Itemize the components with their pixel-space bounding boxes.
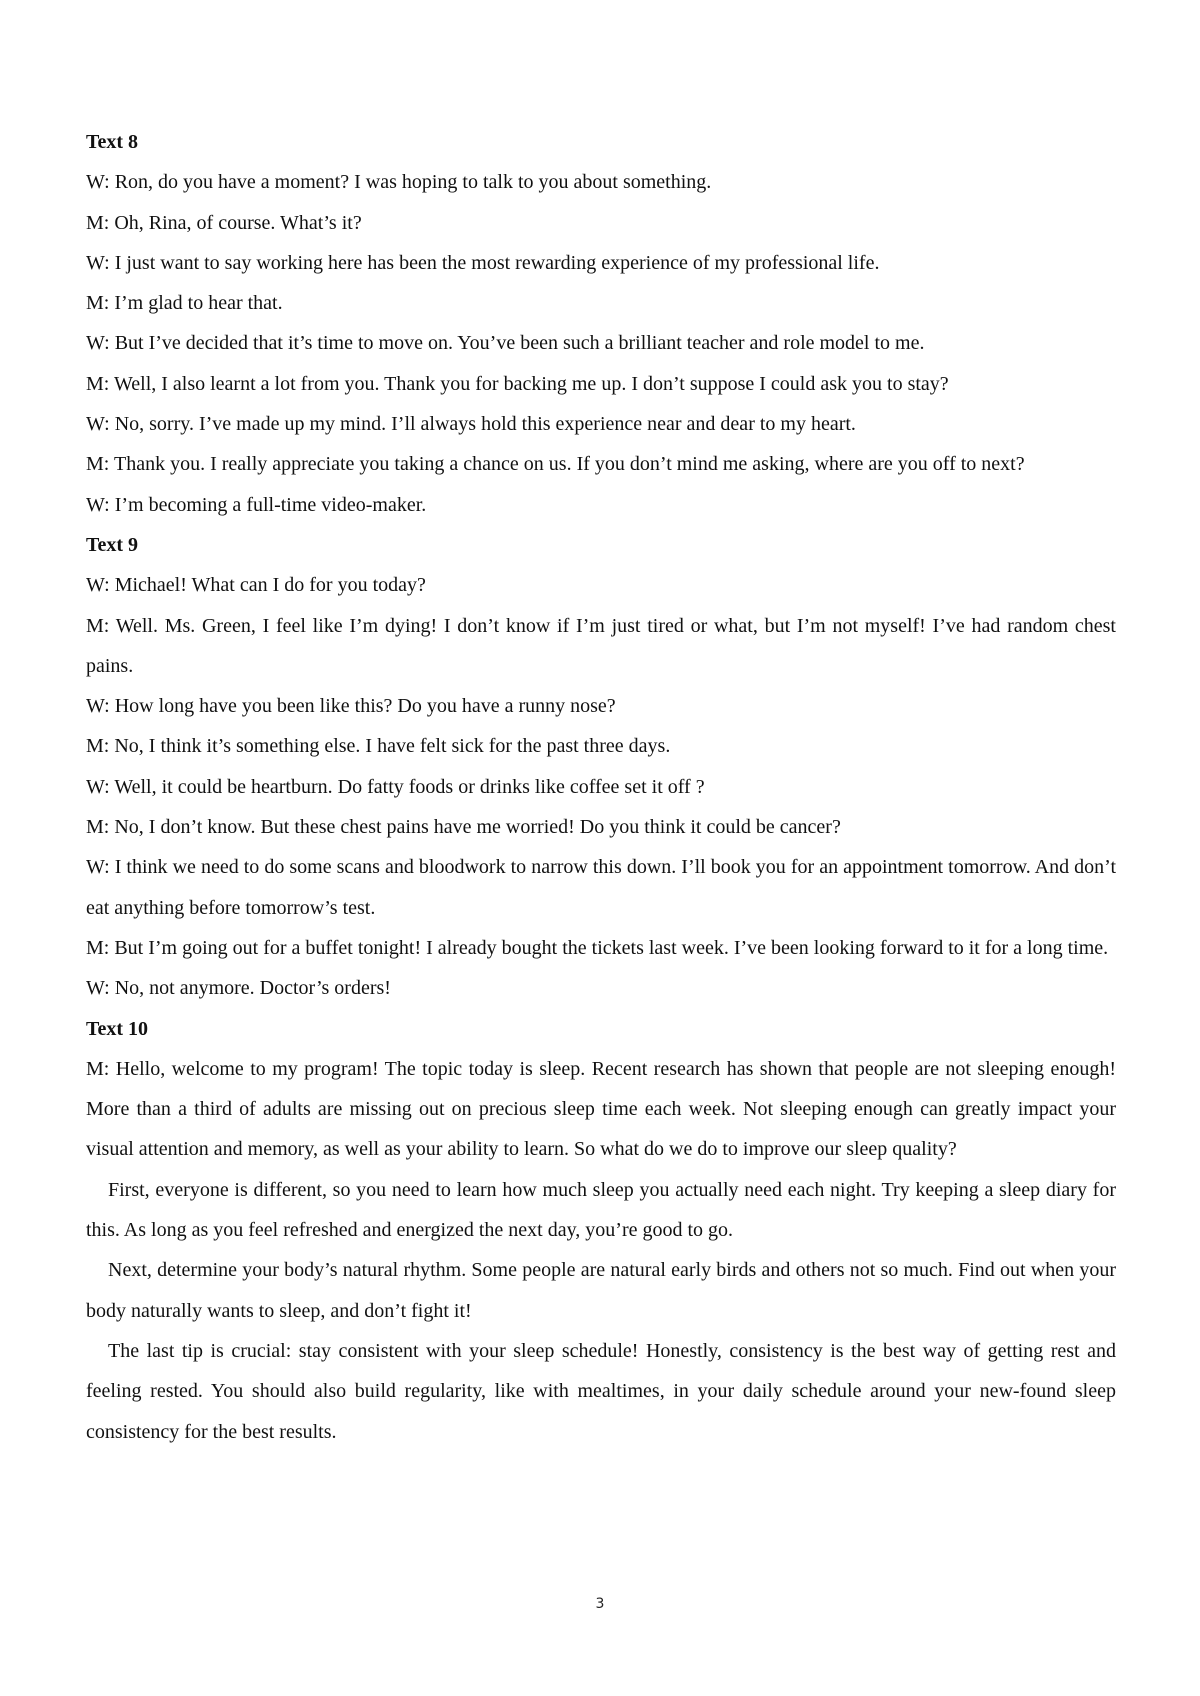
monologue-paragraph: M: Hello, welcome to my program! The topic today is sleep. Recent research has shown that people are not sleeping enough! More than a third of adults are missing out on precious sleep time each week. Not sleeping enough can greatly impact your visual attention and memory, as well as your ability to learn. So what do we do to improve our sleep quality? [86, 1057, 1116, 1161]
dialogue-line: W: No, sorry. I’ve made up my mind. I’ll always hold this experience near and dear to my heart. [86, 413, 856, 436]
dialogue-line: W: I just want to say working here has been the most rewarding experience of my professional life. [86, 251, 880, 274]
dialogue-line: M: Well. Ms. Green, I feel like I’m dying! I don’t know if I’m just tired or what, but I’m not myself! I’ve had random chest pains. [86, 614, 1116, 677]
dialogue-line: M: I’m glad to hear that. [86, 292, 283, 315]
section-text-9 [86, 525, 1116, 1009]
dialogue-line: W: How long have you been like this? Do you have a runny nose? [86, 695, 616, 718]
dialogue-line: M: No, I think it’s something else. I have felt sick for the past three days. [86, 735, 671, 758]
monologue-paragraph: The last tip is crucial: stay consistent with your sleep schedule! Honestly, consistency is the best way of getting rest and feeling rested. You should also build regularity, like with mealtimes, in your daily schedule around your new-found sleep consistency for the best results. [86, 1339, 1116, 1443]
monologue-paragraph: Next, determine your body’s natural rhythm. Some people are natural early birds and others not so much. Find out when your body naturally wants to sleep, and don’t fight it! [86, 1259, 1116, 1322]
monologue-paragraph: First, everyone is different, so you need to learn how much sleep you actually need each night. Try keeping a sleep diary for this. As long as you feel refreshed and energized the next day, you’re good to go. [86, 1178, 1116, 1242]
dialogue-line: M: But I’m going out for a buffet tonight! I already bought the tickets last week. I’ve been looking forward to it for a long time. [86, 936, 1109, 959]
document-page [86, 122, 1116, 1452]
dialogue-line: M: Thank you. I really appreciate you taking a chance on us. If you don’t mind me asking, where are you off to next? [86, 453, 1025, 476]
dialogue-line: W: Ron, do you have a moment? I was hoping to talk to you about something. [86, 171, 712, 194]
dialogue-line: W: No, not anymore. Doctor’s orders! [86, 977, 391, 1000]
section-text-10 [86, 1009, 1116, 1452]
dialogue-line: W: I think we need to do some scans and bloodwork to narrow this down. I’ll book you for an appointment tomorrow. And don’t eat anything before tomorrow’s test. [86, 856, 1116, 919]
section-heading: Text 9 [86, 533, 139, 556]
dialogue-line: W: But I’ve decided that it’s time to move on. You’ve been such a brilliant teacher and role model to me. [86, 332, 925, 355]
section-heading: Text 10 [86, 1017, 149, 1040]
section-text-8 [86, 122, 1116, 525]
section-heading: Text 8 [86, 131, 139, 153]
page-number: 3 [595, 1596, 605, 1612]
dialogue-line: M: No, I don’t know. But these chest pains have me worried! Do you think it could be cancer? [86, 816, 841, 839]
dialogue-line: W: Michael! What can I do for you today? [86, 574, 426, 597]
dialogue-line: M: Well, I also learnt a lot from you. Thank you for backing me up. I don’t suppose I could ask you to stay? [86, 372, 949, 395]
dialogue-line: W: Well, it could be heartburn. Do fatty foods or drinks like coffee set it off ? [86, 775, 705, 798]
dialogue-line: W: I’m becoming a full-time video-maker. [86, 493, 427, 516]
dialogue-line: M: Oh, Rina, of course. What’s it? [86, 211, 362, 234]
